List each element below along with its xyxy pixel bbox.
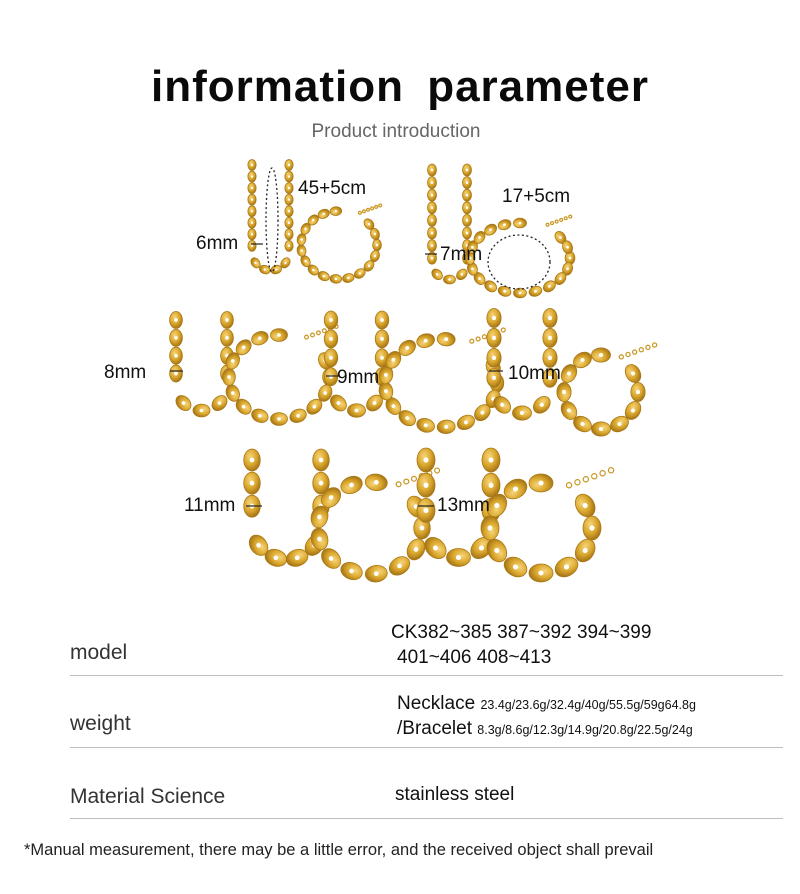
necklace-weight-values: 23.4g/23.6g/32.4g/40g/55.5g/59g64.8g <box>480 698 696 712</box>
bracelet-weight-values: 8.3g/8.6g/12.3g/14.9g/20.8g/22.5g/24g <box>477 723 693 737</box>
size-label-11mm: 11mm <box>184 495 236 516</box>
chain-link-hole <box>466 232 469 235</box>
chain-link-hole <box>423 508 428 513</box>
chain-link-hole <box>329 318 333 322</box>
extension-chain-link <box>566 483 571 488</box>
chain-link-hole <box>174 372 178 376</box>
extension-chain-link <box>546 223 549 226</box>
chain-link-hole <box>319 458 324 463</box>
extension-chain-link <box>575 480 580 485</box>
necklace-length-label: 45+5cm <box>298 178 367 199</box>
chain-link-hole <box>599 353 603 357</box>
chain-link-hole <box>420 526 425 531</box>
chain-link-hole <box>589 525 594 530</box>
extension-chain-link <box>367 208 370 211</box>
chain-link-hole <box>380 318 384 322</box>
chain-link-hole <box>466 181 469 184</box>
bracelet-length-label: 17+5cm <box>502 186 571 207</box>
chain-link-hole <box>329 375 333 379</box>
size-label-6mm: 6mm <box>196 233 239 254</box>
chain-link-hole <box>329 356 333 360</box>
chain-link-hole <box>487 525 492 530</box>
chain-link-hole <box>288 222 290 224</box>
chain-link-hole <box>355 409 359 413</box>
page-subtitle: Product introduction <box>311 121 481 142</box>
page-title: information parameter <box>151 62 649 111</box>
extension-chain-link <box>404 479 409 484</box>
extension-chain-link <box>470 339 474 343</box>
bracelet-weight <box>397 718 693 740</box>
chain-link-hole <box>519 292 522 295</box>
extension-chain-link <box>564 217 567 220</box>
extension-chain-link <box>646 345 650 349</box>
extension-chain-link <box>482 335 486 339</box>
chain-link-hole <box>225 336 229 340</box>
chain-link-hole <box>466 194 469 197</box>
chain-link-hole <box>174 336 178 340</box>
extension-chain-link <box>375 206 378 209</box>
divider-1 <box>70 675 783 676</box>
chain-link-hole <box>492 316 496 320</box>
chain-link-hole <box>538 480 543 485</box>
chain-link-hole <box>376 244 378 247</box>
chain-link-hole <box>251 187 253 189</box>
extension-chain-link <box>626 352 630 356</box>
chain-link-hole <box>251 222 253 224</box>
weight-label: weight <box>70 712 131 735</box>
footnote: *Manual measurement, there may be a little error, and the received object shall prevail <box>24 841 654 859</box>
divider-2 <box>70 747 783 748</box>
necklace-weight <box>397 693 696 715</box>
chain-link-hole <box>466 206 469 209</box>
chain-link-hole <box>562 390 566 394</box>
chain-link-hole <box>519 222 522 225</box>
chain-link-hole <box>200 409 204 413</box>
chain-link-hole <box>599 427 603 431</box>
chain-link-hole <box>456 555 461 560</box>
extension-chain-link <box>359 211 362 214</box>
chain-link-hole <box>548 336 552 340</box>
chain-link-hole <box>251 233 253 235</box>
chain-link-hole <box>288 187 290 189</box>
material-value: stainless steel <box>395 784 515 805</box>
chain-link-hole <box>423 483 428 488</box>
extension-chain-link <box>639 348 643 352</box>
chain-link-hole <box>431 206 434 209</box>
chain-link-hole <box>288 198 290 200</box>
extension-chain-link <box>633 350 637 354</box>
extension-chain-link <box>608 468 613 473</box>
chain-link-hole <box>288 245 290 247</box>
extension-chain-link <box>435 468 440 473</box>
chain-link-hole <box>251 164 253 166</box>
model-value-line1: CK382~385 387~392 394~399 <box>391 622 652 643</box>
extension-chain-link <box>379 204 382 207</box>
size-label-8mm: 8mm <box>104 362 147 383</box>
model-label: model <box>70 641 128 664</box>
extension-chain-link <box>317 331 321 335</box>
chain-link-hole <box>466 219 469 222</box>
chain-link-hole <box>288 233 290 235</box>
chain-link-hole <box>288 164 290 166</box>
extension-chain-link <box>560 218 563 221</box>
chain-link-hole <box>225 318 229 322</box>
chain-link-hole <box>520 411 524 415</box>
chain-link-hole <box>488 483 493 488</box>
chain-link-hole <box>448 278 451 281</box>
extension-chain-link <box>555 220 558 223</box>
chain-link-hole <box>251 245 253 247</box>
chain-link-hole <box>569 257 572 260</box>
size-label-10mm: 10mm <box>508 363 561 384</box>
chain-link-hole <box>250 481 255 486</box>
extension-chain-link <box>322 329 326 333</box>
necklace-length-guide <box>266 168 278 272</box>
chain-link-hole <box>548 316 552 320</box>
chain-link-hole <box>319 481 324 486</box>
extension-chain-link <box>412 476 417 481</box>
chain-link-hole <box>288 210 290 212</box>
chain-link-hole <box>288 175 290 177</box>
chain-link-hole <box>251 210 253 212</box>
chain-link-hole <box>431 219 434 222</box>
size-label-13mm: 13mm <box>437 495 490 516</box>
chain-link-hole <box>431 257 434 260</box>
extension-chain-link <box>569 215 572 218</box>
material-label: Material Science <box>70 785 226 808</box>
chain-link-hole <box>492 376 496 380</box>
extension-chain-link <box>583 477 588 482</box>
extension-chain-link <box>600 471 605 476</box>
extension-chain-link <box>371 207 374 210</box>
extension-chain-link <box>592 474 597 479</box>
chain-link-hole <box>492 336 496 340</box>
extension-chain-link <box>311 333 315 337</box>
chain-link-hole <box>466 169 469 172</box>
chain-link-hole <box>380 337 384 341</box>
extension-chain-link <box>363 210 366 213</box>
chain-link-hole <box>227 375 231 379</box>
extension-chain-link <box>501 328 505 332</box>
chain-link-hole <box>174 318 178 322</box>
necklace-weight-prefix: Necklace <box>397 693 476 714</box>
chain-link-hole <box>277 417 281 421</box>
extension-chain-link <box>551 222 554 225</box>
chain-link-hole <box>423 457 428 462</box>
chain-link-hole <box>277 333 281 337</box>
chain-link-hole <box>329 337 333 341</box>
chain-link-hole <box>251 175 253 177</box>
extension-chain-link <box>476 337 480 341</box>
size-label-9mm: 9mm <box>337 367 380 388</box>
model-value-line2: 401~406 408~413 <box>397 647 552 668</box>
extension-chain-link <box>619 355 623 359</box>
chain-link-hole <box>548 356 552 360</box>
extension-chain-link <box>305 335 309 339</box>
divider-3 <box>70 818 783 819</box>
chain-link-hole <box>380 356 384 360</box>
chain-link-hole <box>431 169 434 172</box>
chain-link-hole <box>174 354 178 358</box>
chain-link-hole <box>431 244 434 247</box>
extension-chain-link <box>653 343 657 347</box>
bracelet-length-guide <box>488 235 550 289</box>
size-label-7mm: 7mm <box>440 244 483 265</box>
chain-link-hole <box>538 570 543 575</box>
chain-link-hole <box>431 181 434 184</box>
chain-link-hole <box>636 390 640 394</box>
chain-link-hole <box>251 198 253 200</box>
extension-chain-link <box>396 482 401 487</box>
chain-link-hole <box>431 232 434 235</box>
chain-link-hole <box>431 194 434 197</box>
chain-link-hole <box>250 458 255 463</box>
chain-link-hole <box>488 457 493 462</box>
chain-link-hole <box>492 356 496 360</box>
bracelet-weight-prefix: /Bracelet <box>397 718 472 739</box>
